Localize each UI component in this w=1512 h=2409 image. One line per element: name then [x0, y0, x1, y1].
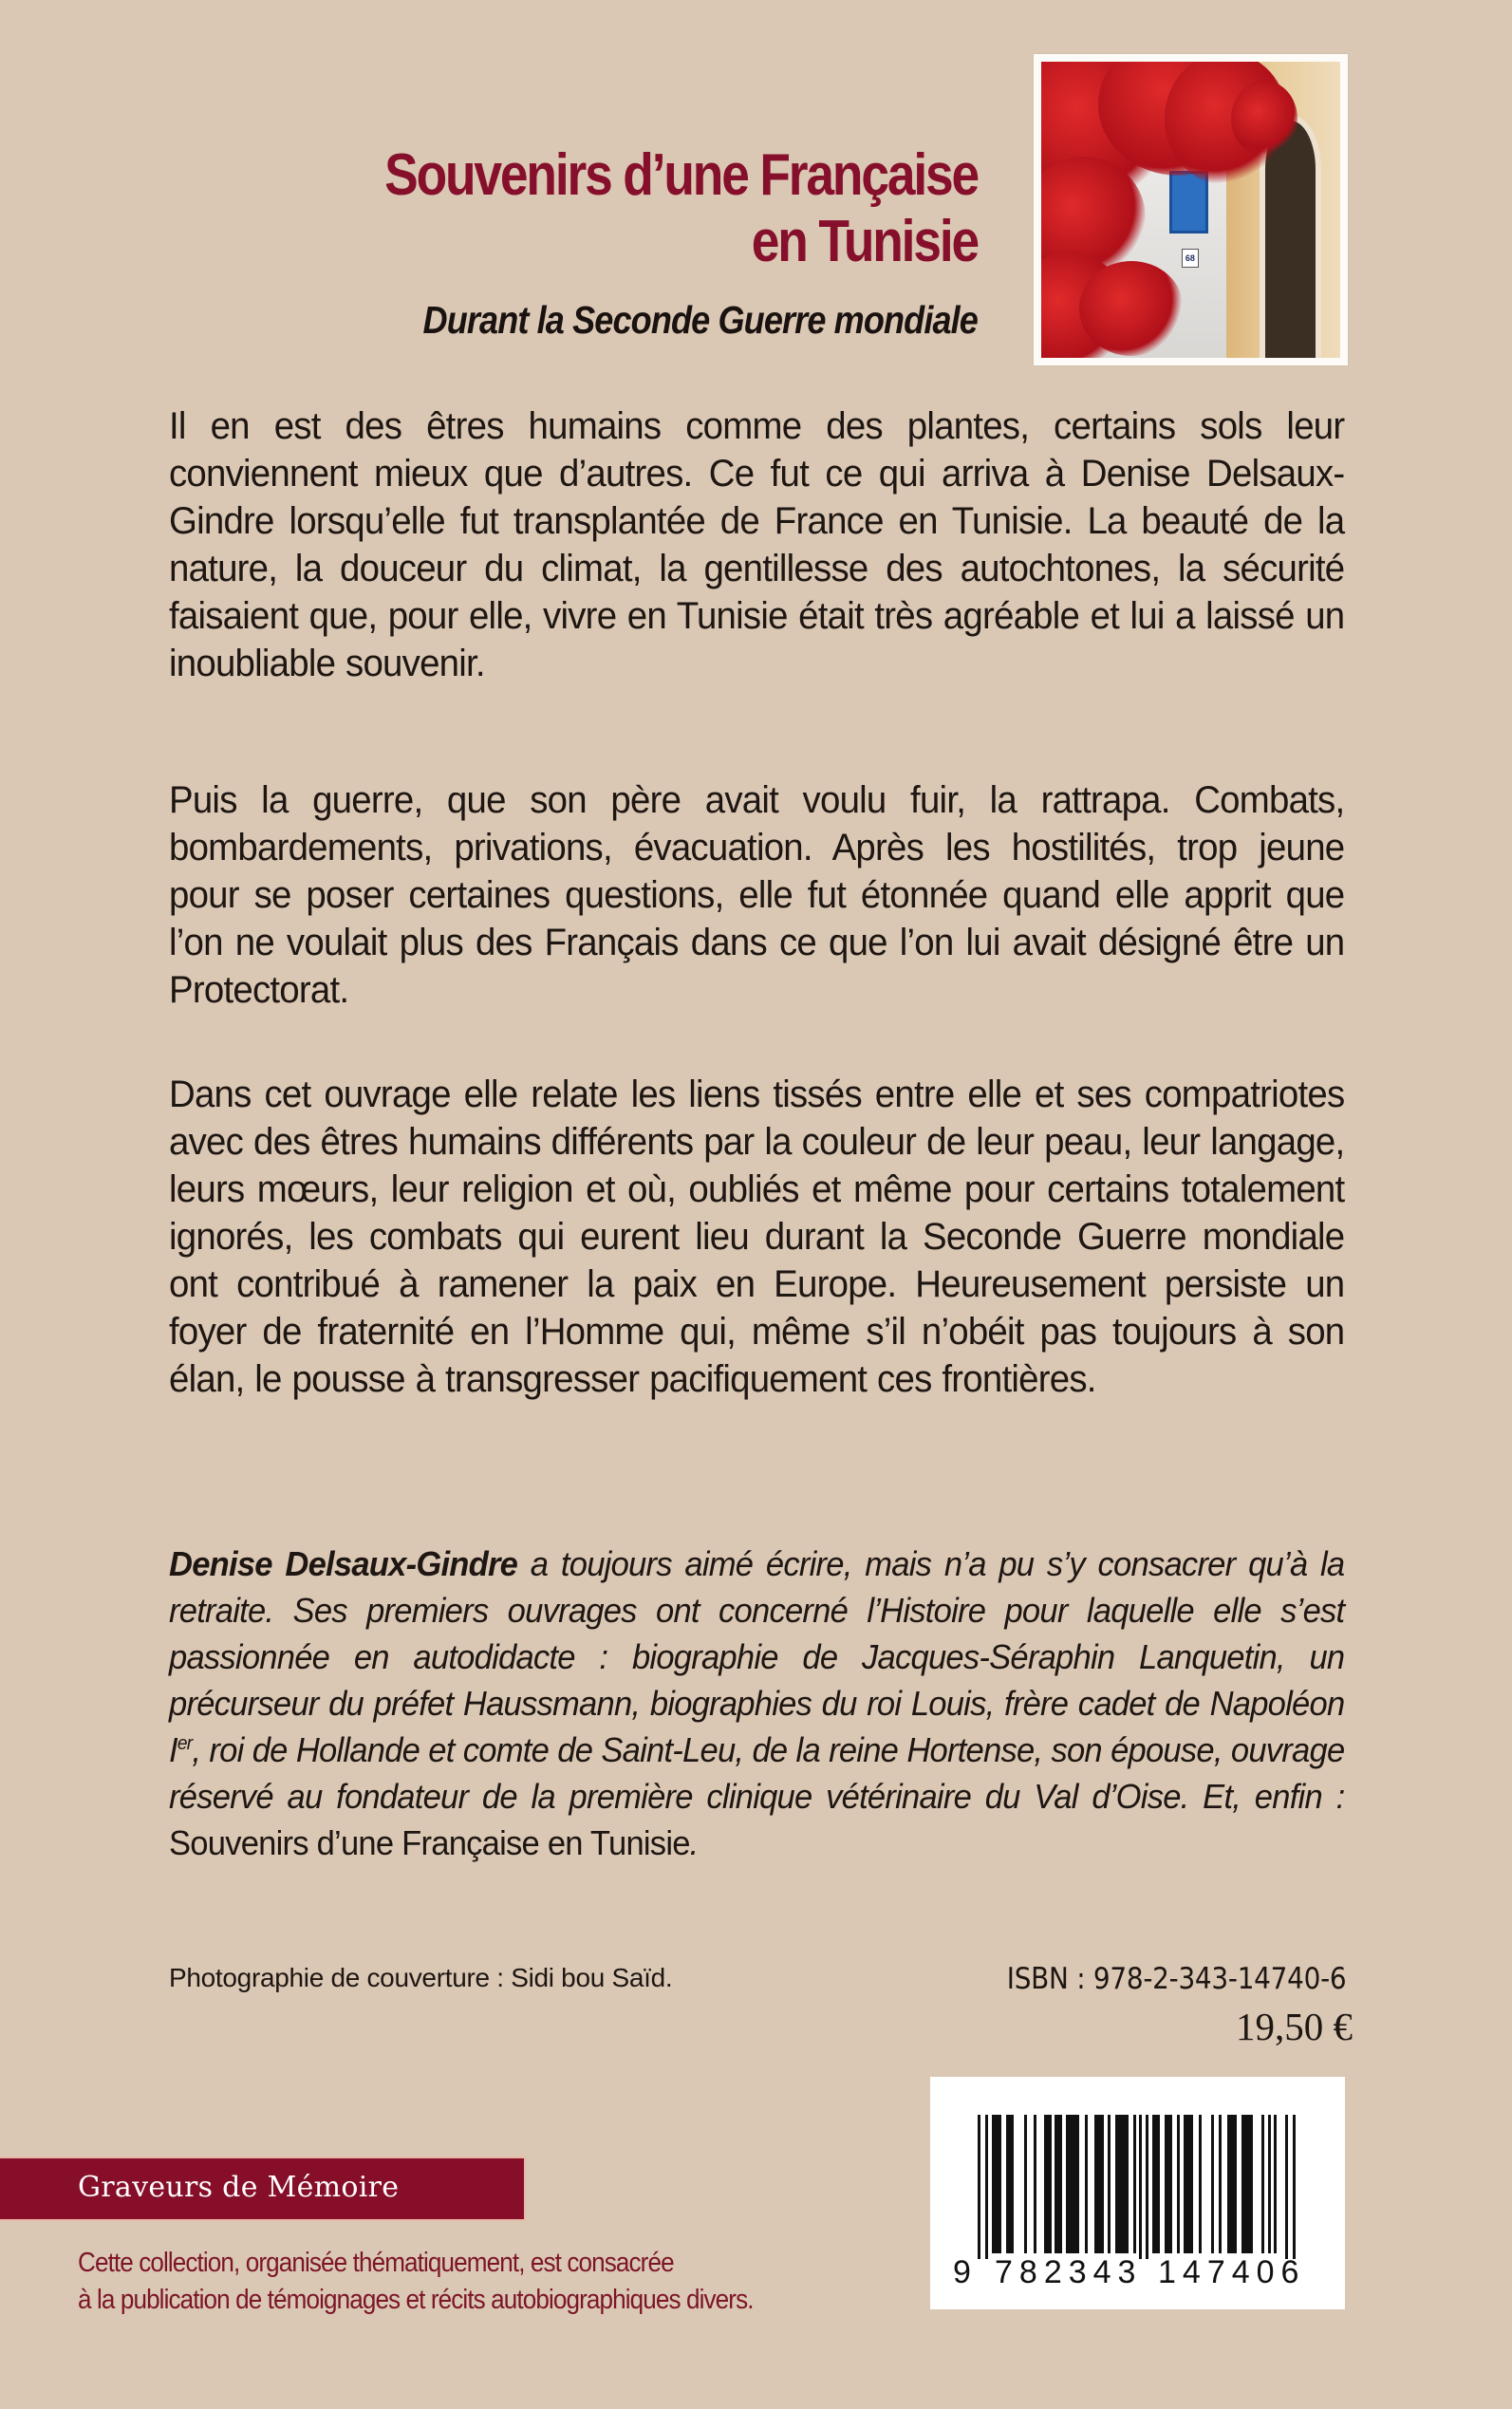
series-banner [0, 2157, 526, 2221]
book-reference: Souvenirs d’une Française en Tunisie [169, 1823, 690, 1862]
author-bio [169, 1541, 1344, 1866]
barcode-digits-left: 782343 [995, 2254, 1143, 2290]
cover-photo [1041, 62, 1340, 358]
blue-window [1169, 171, 1208, 233]
series-description-line-2: à la publication de témoignages et récits autobiographiques divers. [78, 2285, 754, 2315]
book-subtitle: Durant la Seconde Guerre mondiale [422, 298, 978, 342]
photo-credit: Photographie de couverture : Sidi bou Saïd. [169, 1963, 673, 1992]
author-bio-text-2: , roi de Hollande et comte de Saint-Leu, de la reine Hortense, son épouse, ouvrage réservé au fondateur de la première clinique vétérinaire du Val d’Oise. Et, enfin : [169, 1730, 1345, 1816]
book-title-line-2: en Tunisie [751, 208, 978, 274]
author-bio-text-1: a toujours aimé écrire, mais n’a pu s’y consacrer qu’à la retraite. Ses premiers ouvrages ont concerné l’Histoire pour laquelle elle s’est passionnée en autodidacte : biographie de Jacques-Séraphin Lanquetin, un précurseur du préfet Haussmann, biographies du roi Louis, frère cadet de Napoléon I [169, 1544, 1345, 1769]
book-title [259, 142, 978, 275]
blurb-paragraph-1: Il en est des êtres humains comme des plantes, certains sols leur conviennent mieux que d’autres. Ce fut ce qui arriva à Denise Delsaux-Gindre lorsqu’elle fut transplantée de France en Tunisie. La beauté de la nature, la douceur du climat, la gentillesse des autochtones, la sécurité faisaient que, pour elle, vivre en Tunisie était très agréable et lui a laissé un inoubliable souvenir. [169, 405, 1345, 684]
bougainvillea-cluster [1079, 261, 1184, 356]
author-name: Denise Delsaux-Gindre [169, 1544, 518, 1583]
price: 19,50 € [1236, 2005, 1353, 2048]
barcode [930, 2077, 1345, 2309]
ordinal-superscript: er [177, 1733, 193, 1754]
blurb-paragraph-2: Puis la guerre, que son père avait voulu fuir, la rattrapa. Combats, bombardements, privations, évacuation. Après les hostilités, trop jeune pour se poser certaines questions, elle fut étonnée quand elle apprit que l’on ne voulait plus des Français dans ce que l’on lui avait désigné être un Protectorat. [169, 779, 1345, 1011]
isbn: ISBN : 978-2-343-14740-6 [1006, 1962, 1346, 1996]
blurb-paragraph-3: Dans cet ouvrage elle relate les liens tissés entre elle et ses compatriotes avec des êtres humains différents par la couleur de leur peau, leur langage, leurs mœurs, leur religion et où, oubliés et même pour certains totalement ignorés, les combats qui eurent lieu durant la Seconde Guerre mondiale ont contribué à ramener la paix en Europe. Heureusement persiste un foyer de fraternité en l’Homme qui, même s’il n’obéit pas toujours à son élan, le pousse à transgresser pacifiquement ces frontières. [169, 1074, 1345, 1400]
bougainvillea-cluster [1231, 81, 1297, 157]
house-number-plaque: 68 [1182, 249, 1199, 269]
barcode-digits-right: 147406 [1158, 2254, 1306, 2290]
series-title: Graveurs de Mémoire [78, 2171, 400, 2204]
barcode-digit-first: 9 [953, 2254, 971, 2290]
book-title-line-1: Souvenirs d’une Française [384, 141, 979, 208]
cover-photo-frame [1034, 54, 1348, 365]
series-description [78, 2245, 847, 2319]
author-bio-end: . [689, 1823, 699, 1862]
series-description-line-1: Cette collection, organisée thématiquement, est consacrée [78, 2248, 674, 2278]
